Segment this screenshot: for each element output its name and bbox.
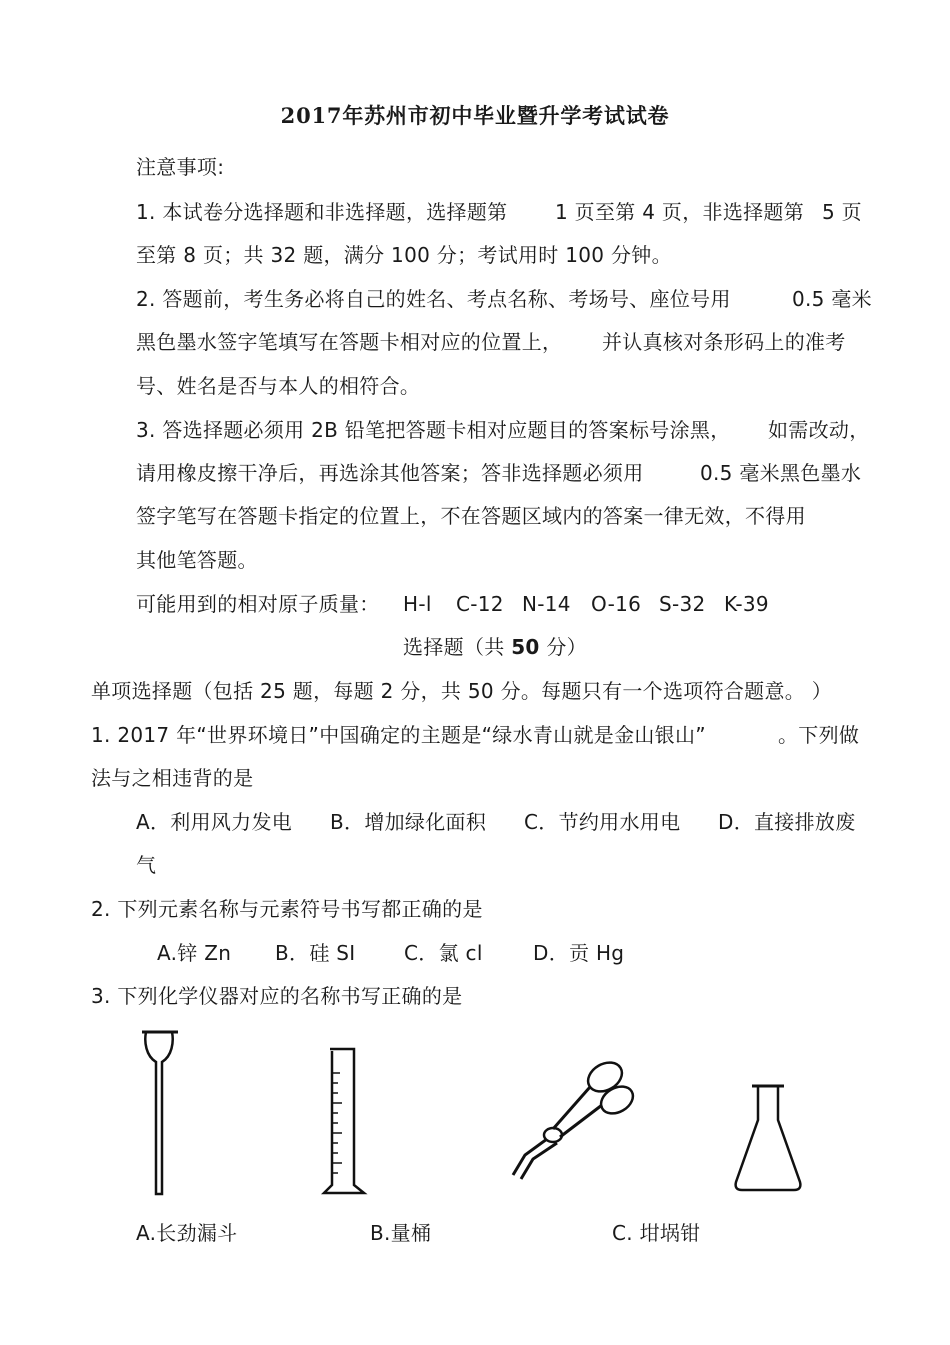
q3-option-c: C. 坩埚钳 <box>612 1221 701 1245</box>
note-1-line-1-c: 5 页 <box>822 200 862 224</box>
section-score: 50 <box>511 635 540 659</box>
flask-image <box>730 1082 808 1195</box>
note-2-line-2-a: 黑色墨水签字笔填写在答题卡相对应的位置上， <box>136 330 563 354</box>
q1-option-d: D．直接排放废 <box>718 810 856 834</box>
exam-title: 2017年苏州市初中毕业暨升学考试试卷 <box>280 103 670 128</box>
atomic-mass-o: O-16 <box>591 592 642 616</box>
note-1-line-1-b: 1 页至第 4 页，非选择题第 <box>555 200 805 224</box>
q2-option-a: A.锌 Zn <box>157 941 232 965</box>
atomic-mass-s: S-32 <box>659 592 706 616</box>
note-3-line-2-b: 0.5 毫米黑色墨水 <box>700 461 862 485</box>
q1-stem-a: 1. 2017 年“世界环境日”中国确定的主题是“绿水青山就是金山银山” <box>91 723 706 747</box>
atomic-mass-k: K-39 <box>724 592 769 616</box>
atomic-mass-c: C-12 <box>456 592 504 616</box>
q3-option-a: A.长劲漏斗 <box>136 1221 238 1245</box>
q3-stem: 3. 下列化学仪器对应的名称书写正确的是 <box>91 984 463 1008</box>
note-2-line-1-b: 0.5 毫米 <box>792 287 872 311</box>
q2-stem: 2. 下列元素名称与元素符号书写都正确的是 <box>91 897 483 921</box>
section-prefix: 选择题（共 <box>403 635 505 659</box>
note-1-line-2: 至第 8 页；共 32 题，满分 100 分；考试用时 100 分钟。 <box>136 243 672 267</box>
q2-option-d: D．贡 Hg <box>533 941 625 965</box>
note-2-line-2-b: 并认真核对条形码上的准考 <box>602 330 846 354</box>
section-instruction: 单项选择题（包括 25 题，每题 2 分，共 50 分。每题只有一个选项符合题意。 ） <box>91 679 833 703</box>
notes-heading: 注意事项: <box>136 155 225 179</box>
note-3-line-2-a: 请用橡皮擦干净后，再选涂其他答案；答非选择题必须用 <box>136 461 644 485</box>
section-suffix: 分） <box>546 635 587 659</box>
tongs-image <box>505 1055 640 1185</box>
q3-option-b: B.量桶 <box>370 1221 432 1245</box>
atomic-mass-h: H-l <box>403 592 432 616</box>
note-1-line-1-a: 1. 本试卷分选择题和非选择题，选择题第 <box>136 200 508 224</box>
q1-option-b: B．增加绿化面积 <box>330 810 487 834</box>
note-2-line-3: 号、姓名是否与本人的相符合。 <box>136 374 421 398</box>
atomic-mass-n: N-14 <box>522 592 571 616</box>
note-3-line-3: 签字笔写在答题卡指定的位置上，不在答题区域内的答案一律无效，不得用 <box>136 504 806 528</box>
cylinder-image <box>320 1045 370 1197</box>
q1-option-d-cont: 气 <box>136 853 157 877</box>
q1-option-a: A．利用风力发电 <box>136 810 293 834</box>
note-3-line-1-b: 如需改动， <box>768 418 870 442</box>
note-3-line-4: 其他笔答题。 <box>136 548 258 572</box>
q2-option-c: C．氯 cl <box>404 941 483 965</box>
atomic-mass-label: 可能用到的相对原子质量： <box>136 592 380 616</box>
q1-stem-c: 法与之相违背的是 <box>91 766 254 790</box>
q2-option-b: B．硅 SI <box>275 941 356 965</box>
q1-stem-b: 。下列做 <box>778 723 860 747</box>
funnel-image <box>138 1028 184 1200</box>
note-2-line-1-a: 2. 答题前，考生务必将自己的姓名、考点名称、考场号、座位号用 <box>136 287 731 311</box>
note-3-line-1-a: 3. 答选择题必须用 2B 铅笔把答题卡相对应题目的答案标号涂黑， <box>136 418 731 442</box>
q1-option-c: C．节约用水用电 <box>524 810 681 834</box>
section-heading <box>0 634 950 660</box>
